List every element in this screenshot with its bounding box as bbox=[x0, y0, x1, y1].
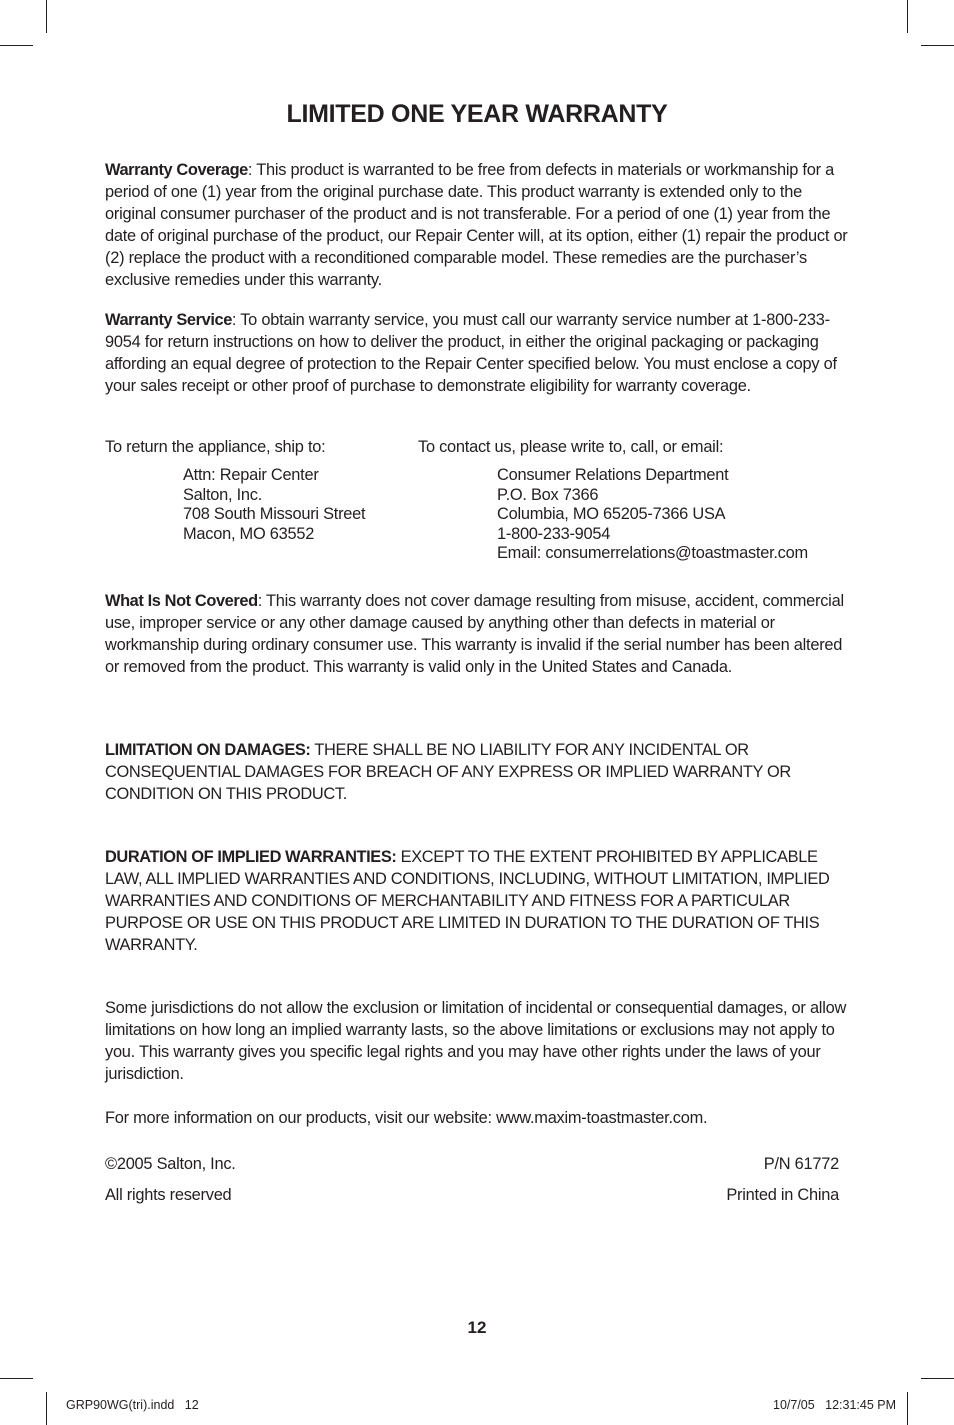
warranty-service-paragraph bbox=[105, 309, 850, 397]
warranty-coverage-heading: Warranty Coverage bbox=[105, 161, 248, 179]
crop-mark-bottom-left-v bbox=[46, 1392, 47, 1425]
not-covered-paragraph bbox=[105, 590, 850, 678]
crop-mark-top-left-v bbox=[46, 0, 47, 33]
more-info-paragraph: For more information on our products, visit our website: www.maxim-toastmaster.com. bbox=[105, 1109, 708, 1127]
copyright: ©2005 Salton, Inc. bbox=[105, 1155, 236, 1173]
limitation-heading: LIMITATION ON DAMAGES: bbox=[105, 741, 311, 759]
crop-mark-top-left-h bbox=[0, 45, 33, 46]
address-line: 1-800-233-9054 bbox=[497, 524, 611, 543]
repair-center-address bbox=[183, 466, 365, 544]
jurisdictions-paragraph: Some jurisdictions do not allow the exclusion or limitation of incidental or consequential damages, or allow limitations on how long an implied warranty lasts, so the above limitations or exclusions may not apply to you. This warranty gives you specific legal rights and you may have other rights under the laws of your jurisdiction. bbox=[105, 999, 847, 1083]
warranty-coverage-text: : This product is warranted to be free from defects in materials or workmanship for a period of one (1) year from the original purchase date. This product warranty is extended only to the original consumer purchaser of the product and is not transferable. For a period of one (1) year from the date of original purchase of the product, our Repair Center will, at its option, either (1) repair the product or (2) replace the product with a reconditioned comparable model. These remedies are the purchaser’s exclusive remedies under this warranty. bbox=[105, 161, 848, 289]
duration-text: EXCEPT TO THE EXTENT PROHIBITED BY APPLICABLE LAW, ALL IMPLIED WARRANTIES AND CONDITIONS, INCLUDING, WITHOUT LIMITATION, IMPLIED WARRANTIES AND CONDITIONS OF MERCHANTABILITY AND FITNESS FOR A PARTICULAR PURPOSE OR USE ON THIS PRODUCT ARE LIMITED IN DURATION TO THE DURATION OF THIS WARRANTY. bbox=[105, 848, 830, 954]
address-line: P.O. Box 7366 bbox=[497, 485, 599, 504]
duration-paragraph bbox=[105, 846, 850, 956]
address-line: Macon, MO 63552 bbox=[183, 524, 315, 543]
warranty-service-heading: Warranty Service bbox=[105, 311, 232, 329]
printed-in: Printed in China bbox=[726, 1186, 839, 1204]
page-title: LIMITED ONE YEAR WARRANTY bbox=[286, 100, 668, 128]
duration-heading: DURATION OF IMPLIED WARRANTIES: bbox=[105, 848, 397, 866]
contact-heading: To contact us, please write to, call, or email: bbox=[418, 438, 724, 456]
address-line: Salton, Inc. bbox=[183, 485, 263, 504]
print-slug-timestamp: 10/7/05 12:31:45 PM bbox=[773, 1398, 897, 1412]
crop-mark-top-right-v bbox=[907, 0, 908, 33]
rights-reserved: All rights reserved bbox=[105, 1186, 232, 1204]
address-line: Consumer Relations Department bbox=[497, 466, 729, 484]
warranty-coverage-paragraph bbox=[105, 159, 850, 291]
crop-mark-bottom-right-v bbox=[907, 1392, 908, 1425]
limitation-paragraph bbox=[105, 739, 850, 805]
address-line: Attn: Repair Center bbox=[183, 466, 319, 484]
page-number: 12 bbox=[467, 1318, 487, 1337]
crop-mark-bottom-left-h bbox=[0, 1378, 33, 1379]
crop-mark-top-right-h bbox=[921, 45, 954, 46]
part-number: P/N 61772 bbox=[763, 1155, 839, 1173]
print-slug-file: GRP90WG(tri).indd 12 bbox=[66, 1398, 199, 1412]
limitation-text: THERE SHALL BE NO LIABILITY FOR ANY INCIDENTAL OR CONSEQUENTIAL DAMAGES FOR BREACH OF ANY EXPRESS OR IMPLIED WARRANTY OR CONDITION ON THIS PRODUCT. bbox=[105, 741, 791, 803]
address-line: 708 South Missouri Street bbox=[183, 505, 366, 523]
not-covered-text: : This warranty does not cover damage resulting from misuse, accident, commercial use, improper service or any other damage caused by anything other than defects in material or workmanship during ordinary consumer use. This warranty is invalid if the serial number has been altered or removed from the product. This warranty is valid only in the United States and Canada. bbox=[105, 592, 844, 676]
not-covered-heading: What Is Not Covered bbox=[105, 592, 258, 610]
crop-mark-bottom-right-h bbox=[921, 1378, 954, 1379]
ship-to-heading: To return the appliance, ship to: bbox=[105, 438, 326, 456]
warranty-service-text: : To obtain warranty service, you must call our warranty service number at 1-800-233-9054 for return instructions on how to deliver the product, in either the original packaging or packaging affording an equal degree of protection to the Repair Center specified below. You must enclose a copy of your sales receipt or other proof of purchase to demonstrate eligibility for warranty coverage. bbox=[105, 311, 837, 395]
address-line: Columbia, MO 65205-7366 USA bbox=[497, 505, 726, 523]
contact-email: Email: consumerrelations@toastmaster.com bbox=[497, 544, 808, 562]
consumer-relations-address bbox=[497, 466, 808, 564]
